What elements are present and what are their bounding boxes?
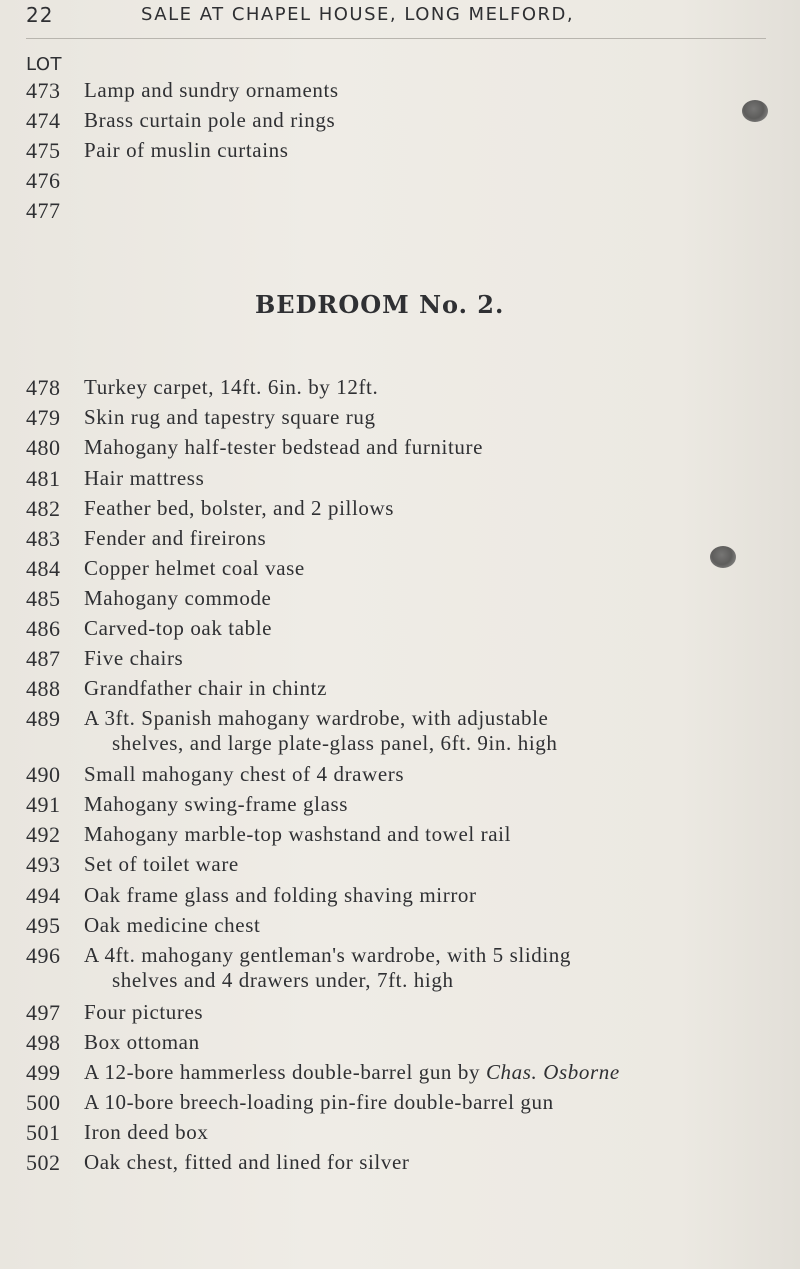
ink-blot-mark — [710, 546, 736, 568]
lot-description-text: Box ottoman — [84, 1030, 200, 1054]
lot-number: 477 — [26, 198, 61, 223]
lot-description — [84, 616, 724, 641]
lot-description — [84, 706, 724, 756]
lot-description-text: Brass curtain pole and rings — [84, 108, 336, 132]
lot-description — [84, 943, 724, 993]
lot-description — [84, 792, 724, 817]
lot-description-text: Set of toilet ware — [84, 852, 239, 876]
lot-number: 499 — [26, 1060, 61, 1085]
lot-description-text: A 3ft. Spanish mahogany wardrobe, with adjustable — [84, 706, 549, 730]
lot-description — [84, 435, 724, 460]
lot-number: 491 — [26, 792, 61, 817]
lot-description — [84, 822, 724, 847]
lot-description — [84, 556, 724, 581]
page-header — [26, 3, 786, 31]
lot-description — [84, 78, 724, 103]
lot-description-text: Hair mattress — [84, 466, 205, 490]
lot-maker-name: Chas. Osborne — [485, 1060, 620, 1084]
lot-number: 473 — [26, 78, 61, 103]
lot-number: 475 — [26, 138, 61, 163]
lot-number: 479 — [26, 405, 61, 430]
lot-description — [84, 852, 724, 877]
lot-description-text: Mahogany commode — [84, 586, 272, 610]
lot-number: 483 — [26, 526, 61, 551]
lot-number: 481 — [26, 466, 61, 491]
lot-number: 487 — [26, 646, 61, 671]
lot-description-text: Small mahogany chest of 4 drawers — [84, 762, 405, 786]
lot-description-text: Oak chest, fitted and lined for silver — [84, 1150, 410, 1174]
lot-description-text: Oak medicine chest — [84, 913, 261, 937]
lot-description — [84, 466, 724, 491]
lot-number: 486 — [26, 616, 61, 641]
lot-description-text: Fender and fireirons — [84, 526, 267, 550]
lot-description — [84, 405, 724, 430]
lot-description — [84, 883, 724, 908]
lot-number: 484 — [26, 556, 61, 581]
lot-description-text: Mahogany swing-frame glass — [84, 792, 349, 816]
header-rule — [26, 38, 766, 39]
lot-description — [84, 913, 724, 938]
lot-number: 480 — [26, 435, 61, 460]
ink-blot-mark — [742, 100, 768, 122]
lot-description-text: Pair of muslin curtains — [84, 138, 289, 162]
lot-description-text: Five chairs — [84, 646, 184, 670]
lot-description — [84, 496, 724, 521]
lot-description — [84, 762, 724, 787]
lot-description — [84, 138, 724, 163]
lot-description-text: Copper helmet coal vase — [84, 556, 305, 580]
lot-description — [84, 1090, 724, 1115]
lot-description — [84, 526, 724, 551]
lot-column-heading: LOT — [26, 54, 63, 75]
section-title: BEDROOM No. 2. — [255, 290, 505, 319]
lot-number: 474 — [26, 108, 61, 133]
lot-number: 497 — [26, 1000, 61, 1025]
lot-description-text: Lamp and sundry ornaments — [84, 78, 339, 102]
lot-number: 500 — [26, 1090, 61, 1115]
lot-description — [84, 646, 724, 671]
lot-description-text: Four pictures — [84, 1000, 204, 1024]
lot-description-text: Skin rug and tapestry square rug — [84, 405, 376, 429]
lot-description-text: Oak frame glass and folding shaving mirror — [84, 883, 477, 907]
lot-description-continuation: shelves and 4 drawers under, 7ft. high — [112, 968, 454, 992]
lot-number: 488 — [26, 676, 61, 701]
lot-description — [84, 108, 724, 133]
lot-description — [84, 1000, 724, 1025]
lot-number: 482 — [26, 496, 61, 521]
lot-description-text: Carved-top oak table — [84, 616, 273, 640]
lot-description — [84, 676, 724, 701]
lot-description — [84, 1030, 724, 1055]
lot-number: 478 — [26, 375, 61, 400]
lot-number: 502 — [26, 1150, 61, 1175]
lot-description-text: Mahogany marble-top washstand and towel rail — [84, 822, 512, 846]
lot-number: 489 — [26, 706, 61, 731]
lot-description — [84, 375, 724, 400]
lot-description-text: A 4ft. mahogany gentleman's wardrobe, with 5 sliding — [84, 943, 571, 967]
lot-description-continuation: shelves, and large plate-glass panel, 6ft. 9in. high — [112, 731, 558, 755]
running-head: SALE AT CHAPEL HOUSE, LONG MELFORD, — [141, 4, 575, 25]
lot-number: 495 — [26, 913, 61, 938]
lot-number: 476 — [26, 168, 61, 193]
lot-number: 494 — [26, 883, 61, 908]
lot-number: 493 — [26, 852, 61, 877]
lot-number: 490 — [26, 762, 61, 787]
lot-number: 501 — [26, 1120, 61, 1145]
lot-description-text: Mahogany half-tester bedstead and furniture — [84, 435, 483, 459]
lot-description — [84, 586, 724, 611]
lot-description — [84, 1150, 724, 1175]
lot-description-text: Feather bed, bolster, and 2 pillows — [84, 496, 395, 520]
lot-number: 498 — [26, 1030, 61, 1055]
lot-number: 485 — [26, 586, 61, 611]
page-number: 22 — [26, 3, 54, 27]
lot-description-text: Iron deed box — [84, 1120, 209, 1144]
lot-description-text: A 12-bore hammerless double-barrel gun by — [84, 1060, 486, 1084]
lot-description-text: Grandfather chair in chintz — [84, 676, 328, 700]
lot-description-text: Turkey carpet, 14ft. 6in. by 12ft. — [84, 375, 379, 399]
lot-number: 496 — [26, 943, 61, 968]
lot-number: 492 — [26, 822, 61, 847]
lot-description — [84, 1120, 724, 1145]
lot-description-text: A 10-bore breech-loading pin-fire double-barrel gun — [84, 1090, 554, 1114]
lot-description — [84, 1060, 724, 1085]
